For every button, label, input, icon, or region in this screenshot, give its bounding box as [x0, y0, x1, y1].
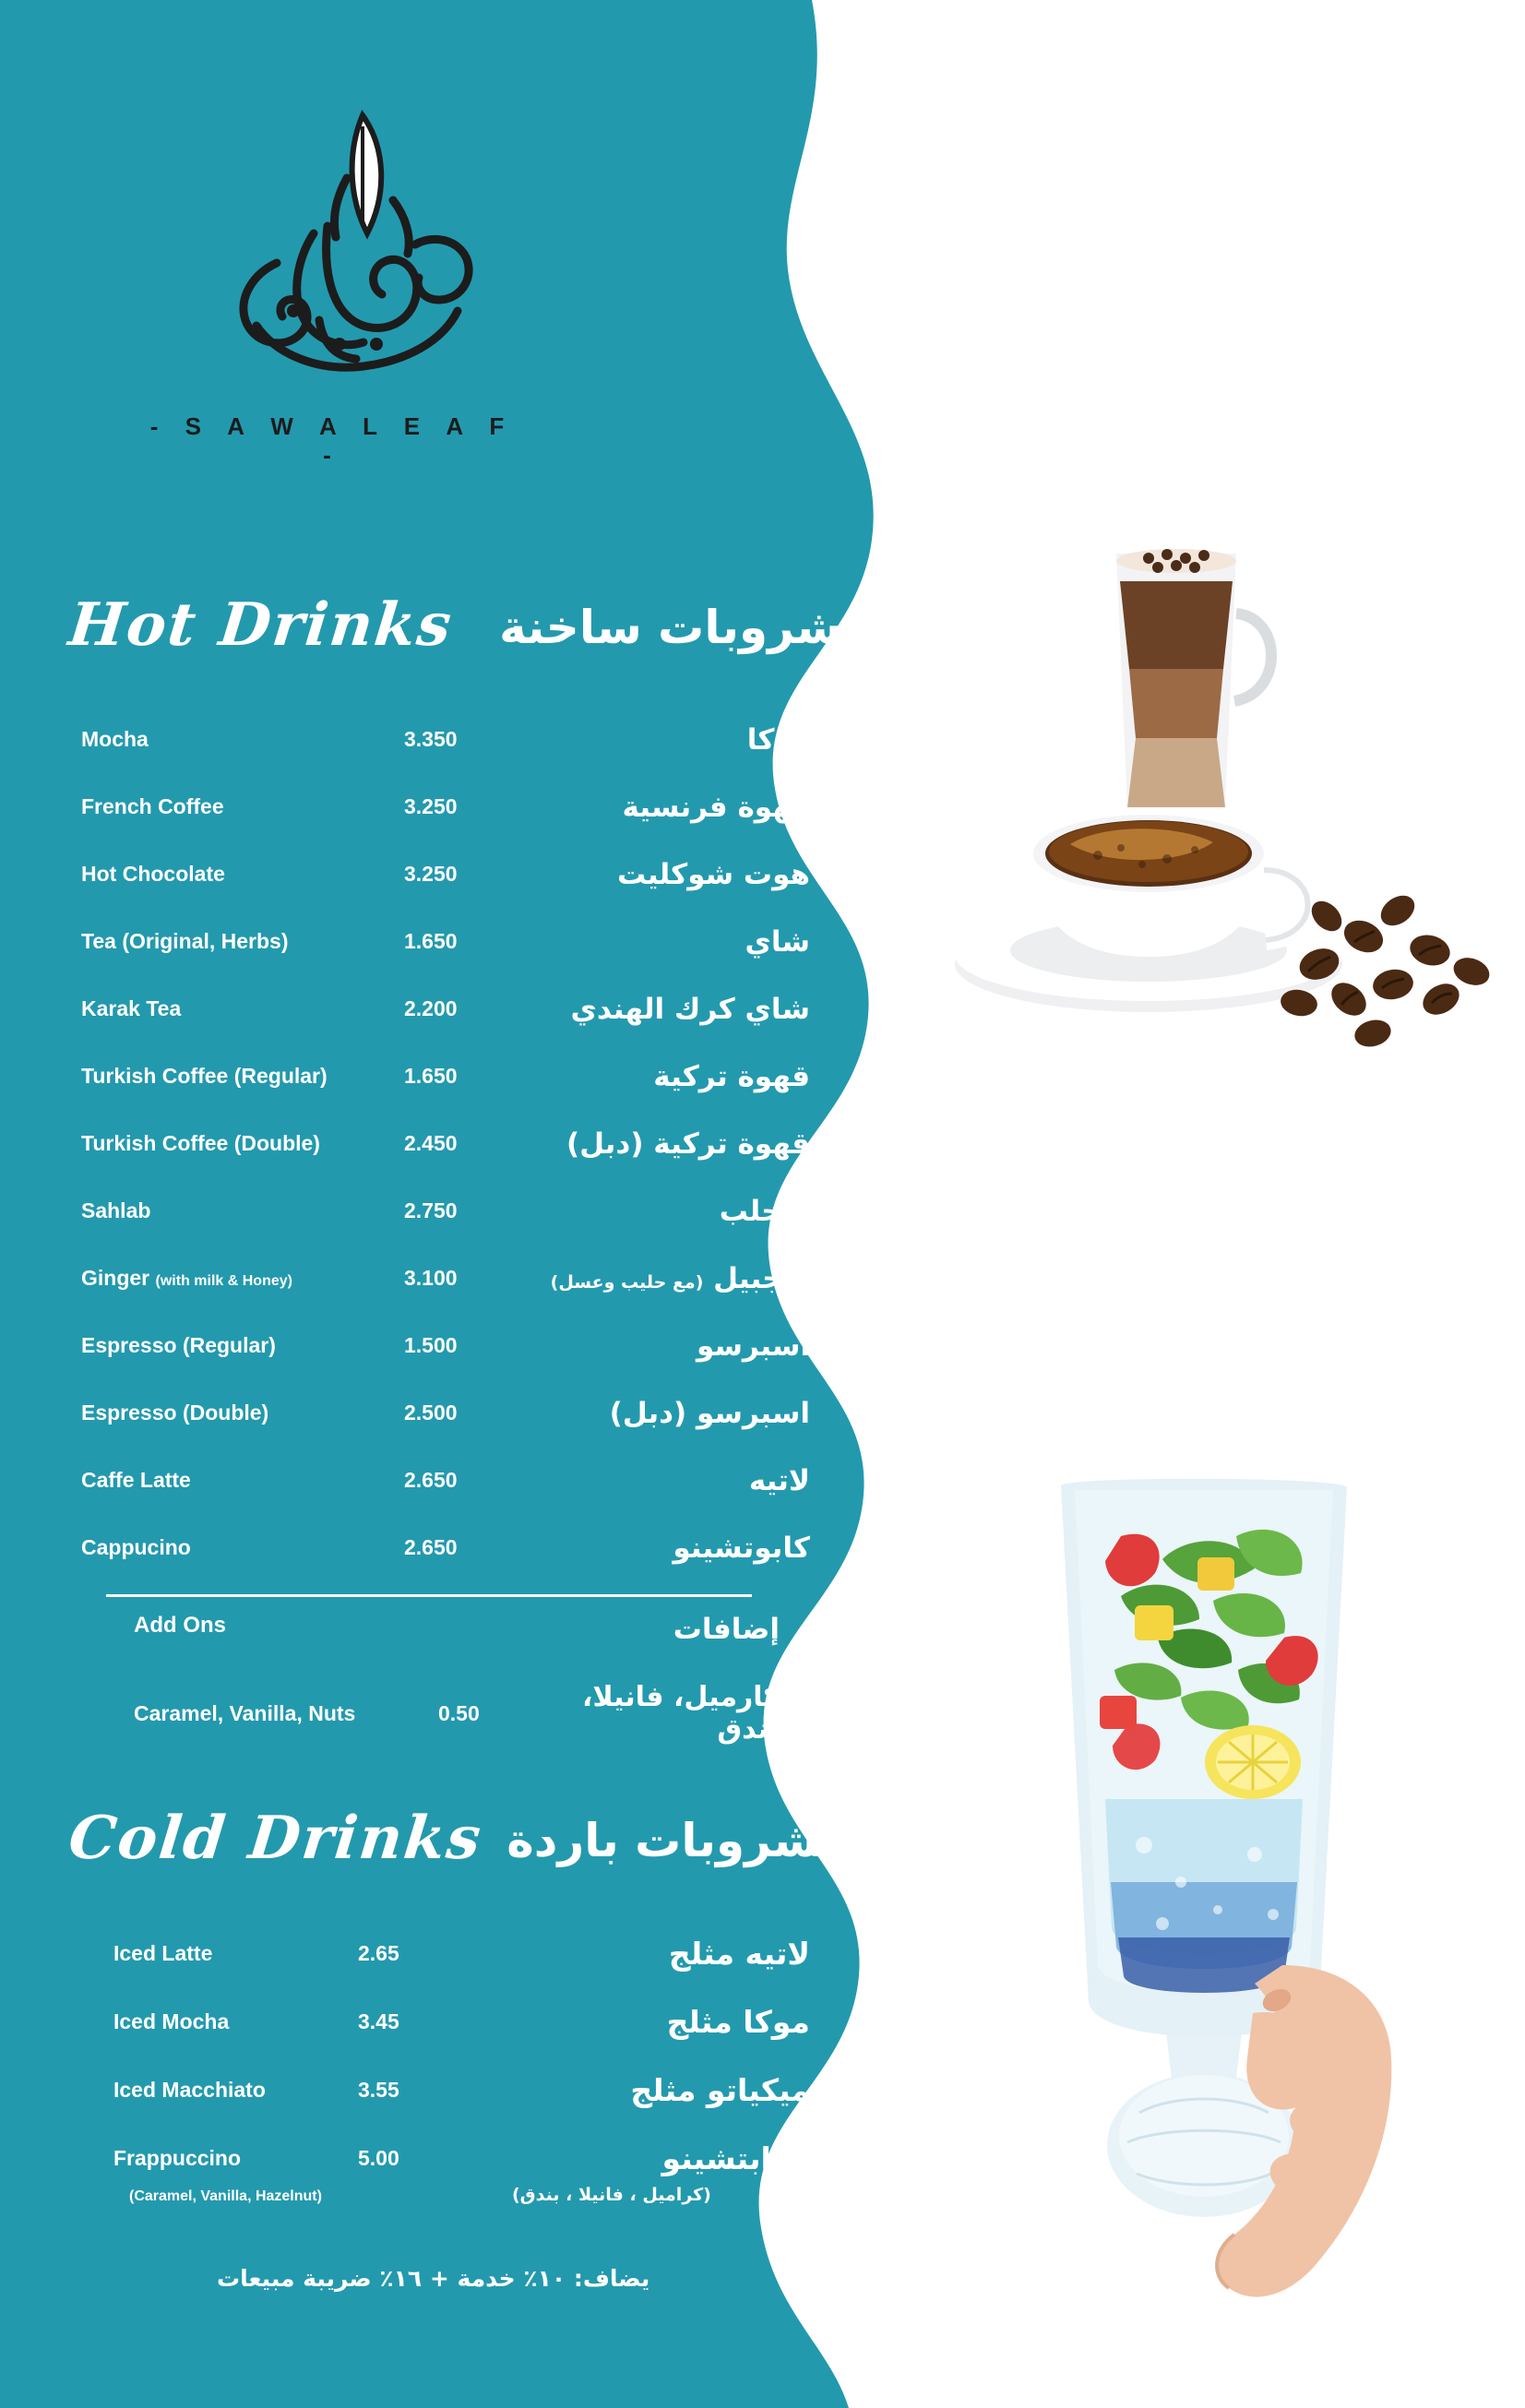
addons-title-en: Add Ons	[134, 1613, 226, 1638]
section-title-en-hot: Hot Drinks	[66, 590, 457, 660]
frappuccino-flavor-note-ar: (كراميل ، فانيلا ، بندق)	[512, 2185, 711, 2205]
menu-item-row	[81, 1379, 810, 1447]
menu-item-name-ar: لاتيه	[748, 1463, 810, 1497]
menu-item-name-ar: ميكياتو مثلج	[630, 2071, 810, 2108]
menu-item-price: 2.500	[404, 1401, 458, 1425]
menu-item-row	[81, 1110, 810, 1177]
menu-item-name-en: Sahlab	[81, 1198, 151, 1222]
menu-item-row	[81, 1987, 810, 2056]
menu-item-price: 3.100	[404, 1266, 458, 1290]
addons-item-ar: كارميل، فانيلا، بندق	[581, 1681, 780, 1746]
menu-item-price: 2.750	[404, 1198, 458, 1222]
menu-item-name-ar: هوت شوكليت	[617, 857, 810, 891]
menu-item-name-en: Turkish Coffee (Double)	[81, 1131, 320, 1155]
menu-item-name-ar-sub: (مع حليب وعسل)	[550, 1271, 704, 1293]
menu-item-name-ar: شاي كرك الهندي	[570, 992, 810, 1026]
menu-item-name-ar: قهوة تركية	[653, 1059, 810, 1093]
menu-item-price: 3.350	[404, 727, 458, 751]
menu-item-row	[81, 2056, 810, 2124]
menu-item-row	[81, 1245, 810, 1312]
menu-item-price: 1.650	[404, 929, 458, 953]
menu-item-price: 3.55	[358, 2077, 399, 2102]
menu-item-row	[81, 840, 810, 908]
addons-title-ar: إضافات	[673, 1613, 780, 1646]
menu-item-name-ar: اسبرسو	[697, 1329, 810, 1363]
menu-item-name-en: Iced Macchiato	[113, 2077, 266, 2102]
menu-item-name-en: Caffe Latte	[81, 1468, 191, 1492]
menu-item-price: 3.45	[358, 2009, 399, 2033]
menu-item-price: 2.65	[358, 1940, 399, 1965]
section-title-ar-hot: مشروبات ساخنة	[499, 601, 872, 654]
section-heading-hot	[66, 590, 872, 660]
menu-item-price: 3.250	[404, 862, 458, 886]
menu-item-name-en: Iced Latte	[113, 1940, 213, 1965]
menu-item-name-en: Karak Tea	[81, 996, 182, 1020]
menu-item-name-en: Hot Chocolate	[81, 862, 225, 886]
menu-item-name-ar: موكا	[746, 722, 810, 757]
menu-item-row	[81, 2124, 810, 2192]
menu-item-name-ar: لاتيه مثلج	[668, 1935, 810, 1972]
service-tax-note: يضاف: ١٠٪ خدمة + ١٦٪ ضريبة مبيعات	[217, 2265, 650, 2292]
frappuccino-flavor-note-en: (Caramel, Vanilla, Hazelnut)	[129, 2188, 322, 2204]
menu-item-price: 5.00	[358, 2145, 399, 2170]
menu-item-name-ar: قهوة فرنسية	[622, 790, 810, 824]
menu-item-name-en: Turkish Coffee (Regular)	[81, 1064, 328, 1088]
coffee-photo	[932, 530, 1504, 1103]
menu-item-name-ar: فرابتشينو	[661, 2140, 810, 2176]
addons-item-price: 0.50	[438, 1700, 480, 1725]
sawaleaf-logo-icon	[138, 78, 526, 406]
menu-item-price: 3.250	[404, 794, 458, 818]
addons-item-en: Caramel, Vanilla, Nuts	[134, 1700, 356, 1725]
menu-item-row	[81, 1043, 810, 1110]
menu-item-price: 1.650	[404, 1064, 458, 1088]
menu-item-name-en: Cappucino	[81, 1535, 191, 1559]
menu-item-name-en: Tea (Original, Herbs)	[81, 929, 289, 953]
menu-item-name-en: French Coffee	[81, 794, 224, 818]
menu-item-price: 2.650	[404, 1535, 458, 1559]
addons-row	[134, 1681, 780, 1746]
menu-item-row	[81, 1514, 810, 1581]
menu-item-row	[81, 1177, 810, 1245]
menu-item-name-ar: كابوتشينو	[673, 1531, 810, 1565]
menu-item-name-en: Frappuccino	[113, 2145, 242, 2170]
menu-item-price: 2.200	[404, 996, 458, 1020]
menu-item-name-en: Espresso (Double)	[81, 1401, 269, 1425]
menu-item-row	[81, 1312, 810, 1379]
menu-item-name-en: Iced Mocha	[113, 2009, 230, 2033]
menu-item-row	[81, 975, 810, 1043]
menu-item-name-en: Ginger (with milk & Honey)	[81, 1266, 292, 1290]
menu-item-name-ar: موكا مثلج	[666, 2003, 810, 2040]
brand-logo	[138, 78, 526, 469]
menu-item-price: 1.500	[404, 1333, 458, 1357]
menu-item-row	[81, 1919, 810, 1987]
menu-item-row	[81, 706, 810, 773]
addons-heading	[134, 1613, 780, 1646]
mojito-photo	[886, 1448, 1522, 2408]
menu-item-row	[81, 1447, 810, 1514]
brand-wordmark: - S A W A L E A F -	[149, 412, 515, 469]
menu-item-name-ar: اسبرسو (دبل)	[609, 1396, 810, 1430]
menu-item-name-ar: سحلب	[719, 1194, 810, 1228]
section-heading-cold	[66, 1804, 849, 1873]
menu-item-name-ar: زنجبيل (مع حليب وعسل)	[550, 1261, 810, 1295]
addons-divider	[106, 1594, 752, 1597]
section-title-ar-cold: مشروبات باردة	[506, 1814, 849, 1867]
menu-item-name-en: Espresso (Regular)	[81, 1333, 276, 1357]
menu-item-name-en: Mocha	[81, 727, 149, 751]
menu-item-row	[81, 908, 810, 975]
menu-item-row	[81, 773, 810, 840]
cold-drinks-list	[81, 1919, 810, 2192]
menu-item-name-ar: شاي	[745, 924, 810, 959]
menu-item-price: 2.650	[404, 1468, 458, 1492]
section-title-en-cold: Cold Drinks	[66, 1804, 486, 1873]
menu-item-name-ar: قهوة تركية (دبل)	[566, 1127, 810, 1161]
menu-item-price: 2.450	[404, 1131, 458, 1155]
hot-drinks-list	[81, 706, 810, 1581]
menu-item-name-en-sub: (with milk & Honey)	[155, 1273, 292, 1289]
